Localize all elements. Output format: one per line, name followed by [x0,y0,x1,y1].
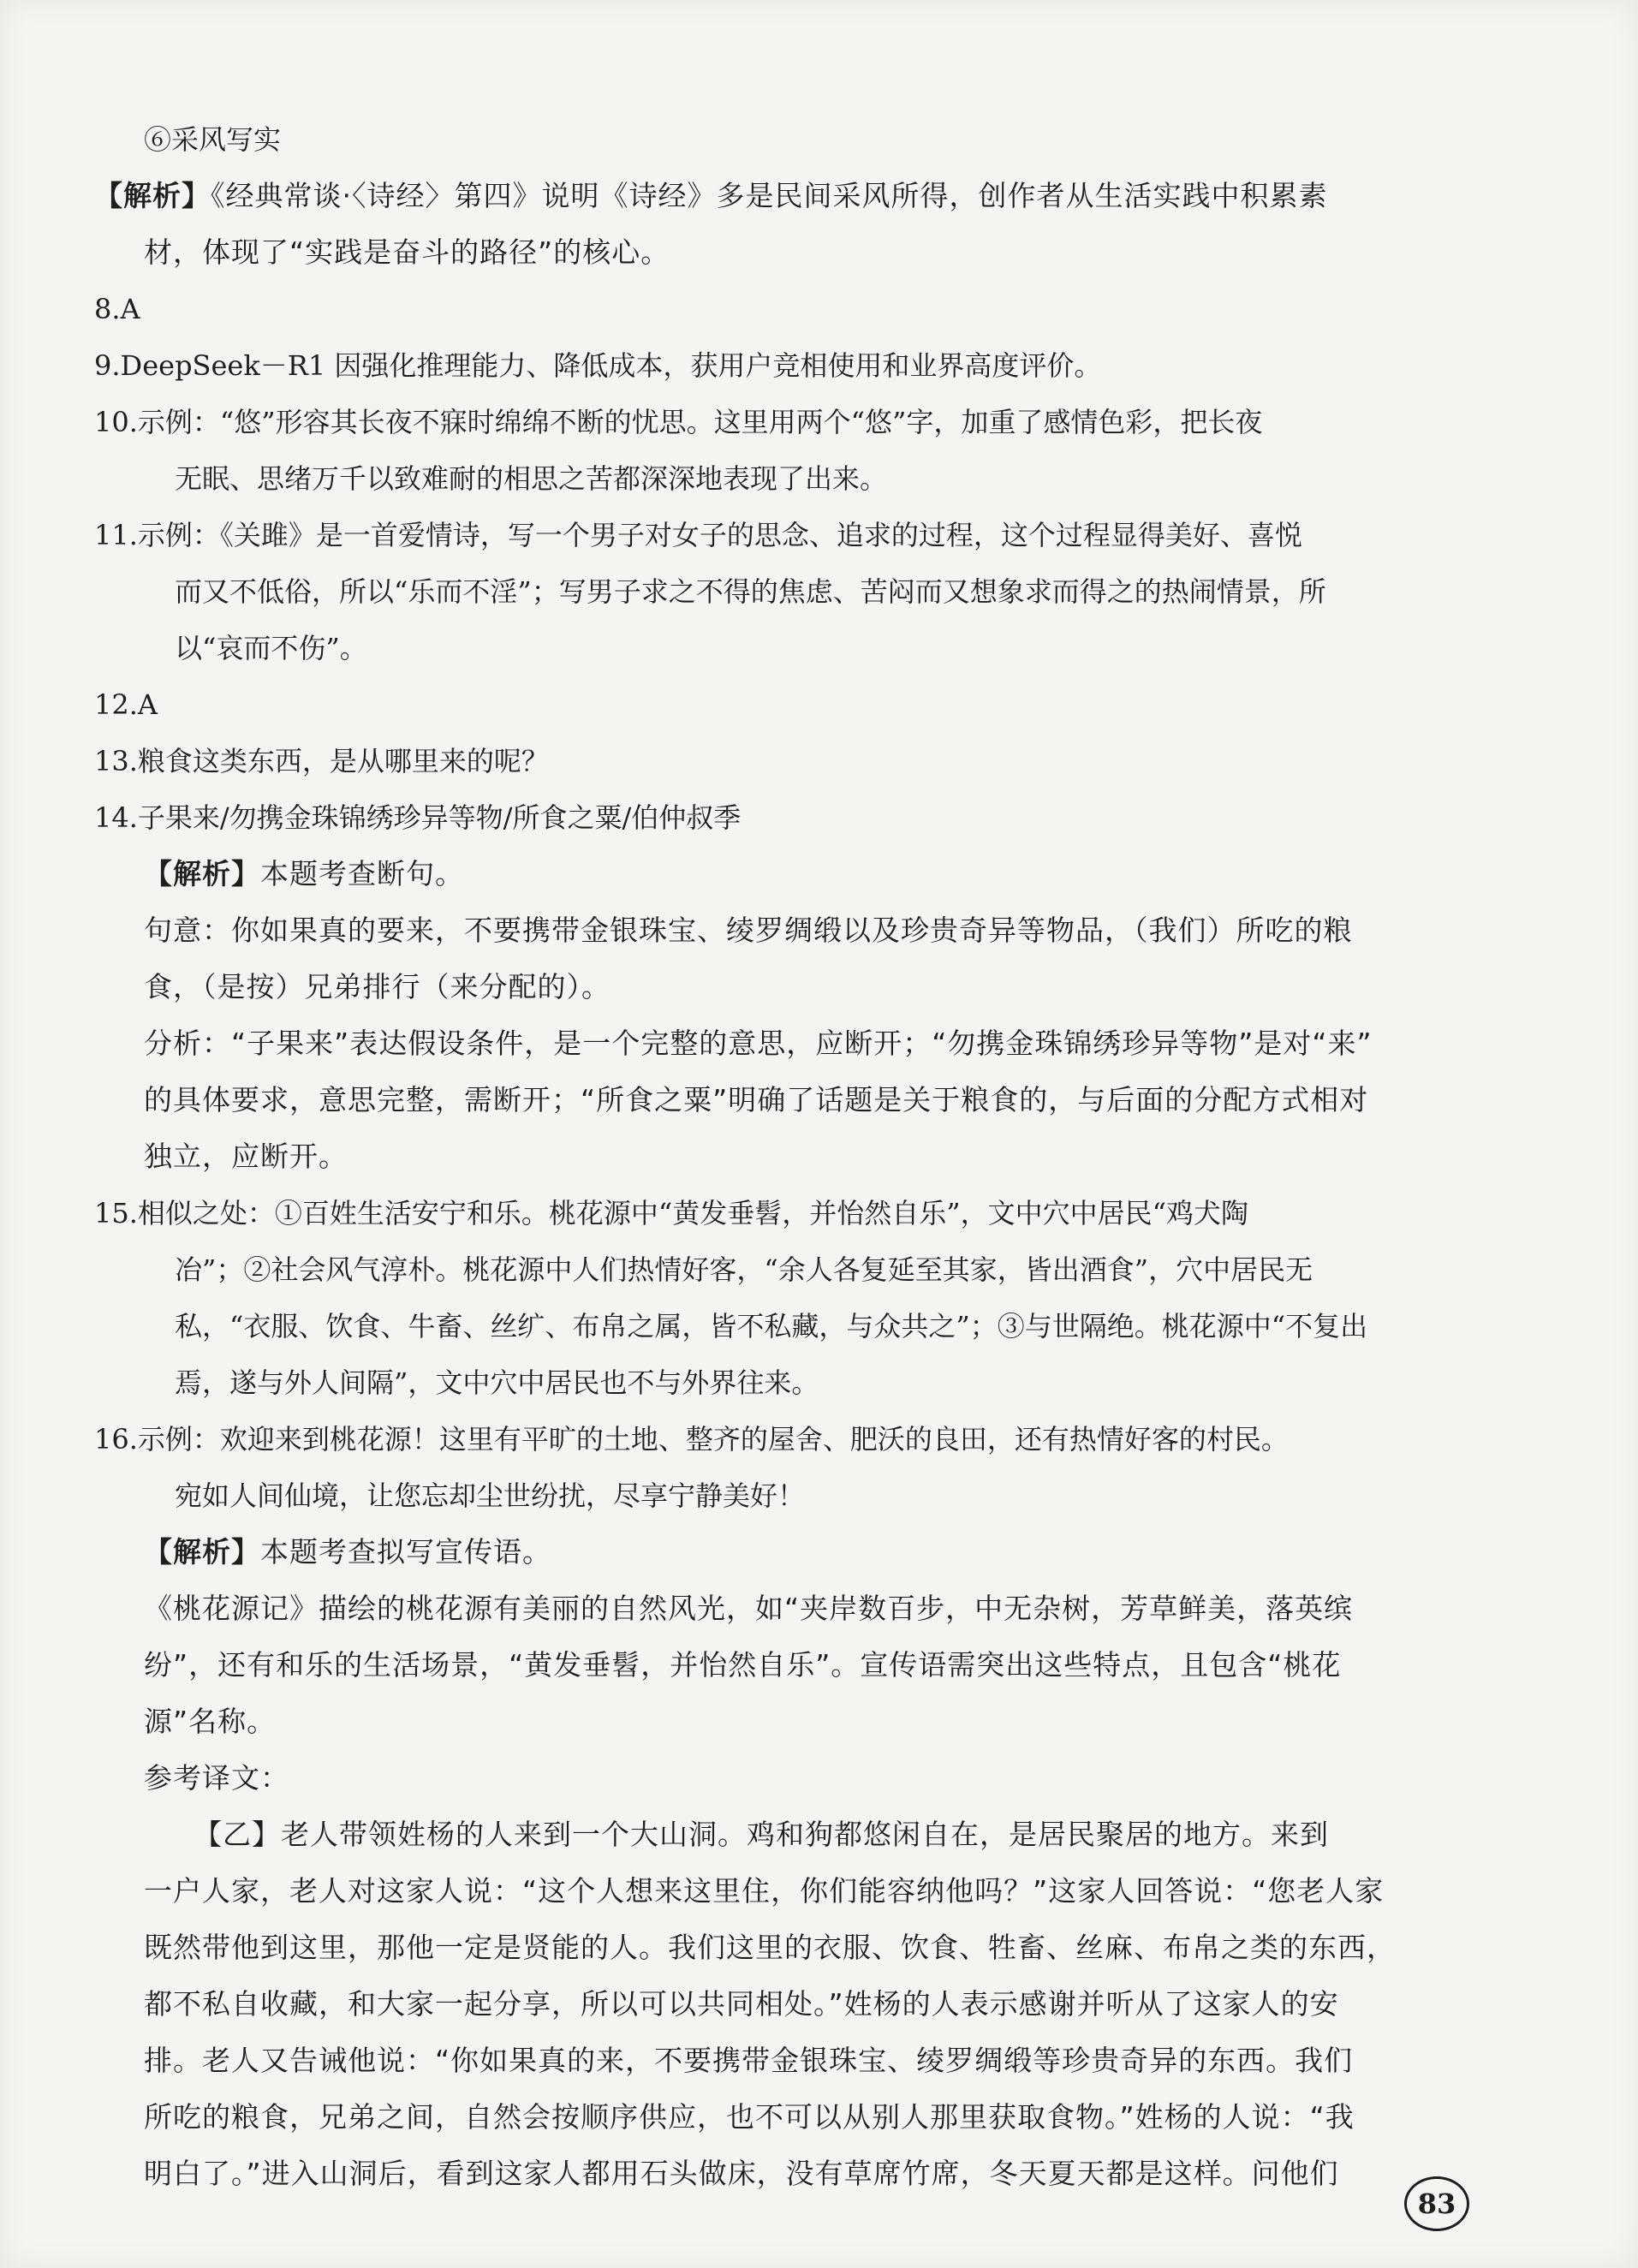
text-line: 焉，遂与外人间隔”，文中穴中居民也不与外界往来。 [175,1366,819,1399]
text-line: 句意：你如果真的要来，不要携带金银珠宝、绫罗绸缎以及珍贵奇异等物品，（我们）所吃的粮 [144,914,1353,947]
text-line: 而又不低俗，所以“乐而不淫”；写男子求之不得的焦虑、苦闷而又想象求而得之的热闹情景，所 [175,575,1326,608]
page-number: 83 [1404,2176,1469,2231]
answer-11: 11.示例：《关雎》是一首爱情诗，写一个男子对女子的思念、追求的过程，这个过程显得美好、喜悦 [94,519,1302,551]
analysis-line [94,1524,1473,1580]
text-line: 私，“衣服、饮食、牛畜、丝纩、布帛之属，皆不私藏，与众共之”；③与世隔绝。桃花源中“不复出 [175,1310,1368,1342]
text-line: 独立，应断开。 [144,1140,348,1173]
answer-12: 12.A [94,688,158,721]
text-line: 《经典常谈·〈诗经〉第四》说明《诗经》多是民间采风所得，创作者从生活实践中积累素 [211,179,1328,212]
text-line: 纷”，还有和乐的生活场景，“黄发垂髫，并怡然自乐”。宣传语需突出这些特点，且包含“桃花 [144,1648,1342,1682]
analysis-tag: 【解析】 [144,857,260,890]
text-line: 的具体要求，意思完整，需断开；“所食之粟”明确了话题是关于粮食的，与后面的分配方式相对 [144,1083,1369,1116]
text-line: 宛如人间仙境，让您忘却尘世纷扰，尽享宁静美好！ [175,1479,806,1512]
text-line: 本题考查断句。 [260,857,464,890]
translation-line: 【乙】老人带领姓杨的人来到一个大山洞。鸡和狗都悠闲自在，是居民聚居的地方。来到 [194,1818,1329,1851]
answer-14: 14.子果来/勿携金珠锦绣珍异等物/所食之粟/伯仲叔季 [94,801,742,834]
text-line: 食，（是按）兄弟排行（来分配的）。 [144,970,611,1003]
text-line: 冶”；②社会风气淳朴。桃花源中人们热情好客，“余人各复延至其家，皆出酒食”，穴中居民无 [175,1253,1313,1286]
text-line: ⑥采风写实 [144,123,282,156]
answer-15: 15.相似之处：①百姓生活安宁和乐。桃花源中“黄发垂髫，并怡然自乐”，文中穴中居民“鸡犬陶 [94,1197,1248,1229]
answer-13: 13.粮食这类东西，是从哪里来的呢？ [94,745,549,777]
text-line: 以“哀而不伤”。 [175,632,367,664]
text-line: 《桃花源记》描绘的桃花源有美丽的自然风光，如“夹岸数百步，中无杂树，芳草鲜美，落英缤 [144,1592,1354,1625]
answer-10: 10.示例：“悠”形容其长夜不寐时绵绵不断的忧思。这里用两个“悠”字，加重了感情色彩，把长夜 [94,406,1263,438]
translation-line: 排。老人又告诫他说：“你如果真的来，不要携带金银珠宝、绫罗绸缎等珍贵奇异的东西。我们 [144,2044,1354,2077]
analysis-line [94,846,1473,902]
translation-line: 都不私自收藏，和大家一起分享，所以可以共同相处。”姓杨的人表示感谢并听从了这家人的安 [144,1987,1339,2021]
answer-text-block [94,111,1473,2202]
text-line: 源”名称。 [144,1705,277,1738]
analysis-tag: 【解析】 [144,1535,260,1569]
text-line: 无眠、思绪万千以致难耐的相思之苦都深深地表现了出来。 [175,462,888,495]
analysis-line [94,168,1473,224]
translation-line: 明白了。”进入山洞后，看到这家人都用石头做床，没有草席竹席，冬天夏天都是这样。问他们 [144,2157,1339,2190]
answer-9: 9.DeepSeek－R1 因强化推理能力、降低成本，获用户竞相使用和业界高度评价。 [94,349,1102,382]
answer-16: 16.示例：欢迎来到桃花源！这里有平旷的土地、整齐的屋舍、肥沃的良田，还有热情好客的村民。 [94,1423,1289,1455]
answer-8: 8.A [94,293,140,325]
translation-line: 所吃的粮食，兄弟之间，自然会按顺序供应，也不可以从别人那里获取食物。”姓杨的人说：“我 [144,2100,1355,2134]
analysis-tag: 【解析】 [94,179,211,212]
text-line: 本题考查拟写宣传语。 [260,1535,551,1569]
text-line: 材，体现了“实践是奋斗的路径”的核心。 [144,235,670,269]
text-line: 分析：“子果来”表达假设条件，是一个完整的意思，应断开；“勿携金珠锦绣珍异等物”是对“来” [144,1027,1373,1060]
translation-line: 既然带他到这里，那他一定是贤能的人。我们这里的衣服、饮食、牲畜、丝麻、布帛之类的东西， [144,1931,1396,1964]
translation-line: 一户人家，老人对这家人说：“这个人想来这里住，你们能容纳他吗？”这家人回答说：“您老人家 [144,1874,1385,1908]
translation-heading: 参考译文： [144,1761,289,1795]
